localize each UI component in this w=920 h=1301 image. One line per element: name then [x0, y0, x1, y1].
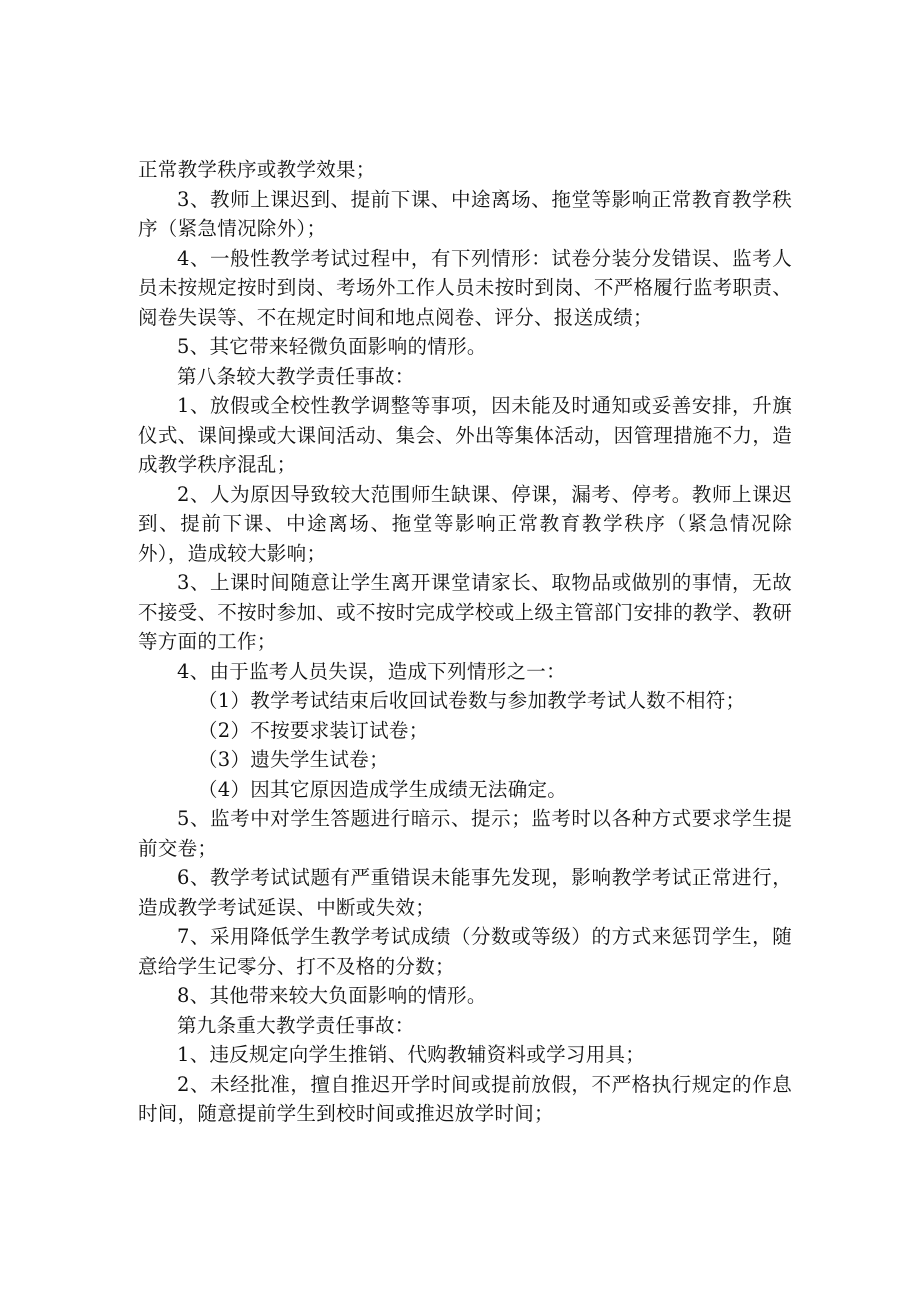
paragraph-item-5-minor-impact: 5、其它带来轻微负面影响的情形。 — [177, 335, 487, 358]
paragraph-art9-item-1: 1、违反规定向学生推销、代购教辅资料或学习用具； — [177, 1043, 646, 1066]
paragraph-art8-item-2: 2、人为原因导致较大范围师生缺课、停课，漏考、停考。教师上课迟到、提前下课、中途离场、拖堂等影响正常教育教学秩序（紧急情况除外），造成较大影响； — [138, 482, 792, 565]
paragraph-art8-item-7: 7、采用降低学生教学考试成绩（分数或等级）的方式来惩罚学生，随意给学生记零分、打不及格的分数； — [138, 925, 792, 978]
paragraph-art8-item-3: 3、上课时间随意让学生离开课堂请家长、取物品或做别的事情，无故不接受、不按时参加、或不按时完成学校或上级主管部门安排的教学、教研等方面的工作； — [138, 571, 792, 653]
sub-item-3: （3）遗失学生试卷； — [198, 748, 389, 771]
sub-item-2: （2）不按要求装订试卷； — [198, 718, 429, 742]
article-8-heading: 第八条较大教学责任事故： — [177, 364, 415, 388]
paragraph-art8-item-6: 6、教学考试试题有严重错误未能事先发现，影响教学考试正常进行，造成教学考试延误、中断或失效； — [138, 866, 792, 919]
document-body — [138, 155, 792, 1129]
article-9-heading: 第九条重大教学责任事故： — [177, 1013, 415, 1037]
sub-item-1: （1）教学考试结束后收回试卷数与参加教学考试人数不相符； — [198, 689, 746, 712]
sub-item-4: （4）因其它原因造成学生成绩无法确定。 — [198, 777, 568, 801]
paragraph-continuation: 正常教学秩序或教学效果； — [138, 158, 376, 181]
paragraph-item-3-teacher-lateness: 3、教师上课迟到、提前下课、中途离场、拖堂等影响正常教育教学秩序（紧急情况除外）； — [138, 187, 792, 240]
paragraph-art8-item-1: 1、放假或全校性教学调整等事项，因未能及时通知或妥善安排，升旗仪式、课间操或大课间活动、集会、外出等集体活动，因管理措施不力，造成教学秩序混乱； — [138, 394, 792, 476]
paragraph-art9-item-2: 2、未经批准，擅自推迟开学时间或提前放假，不严格执行规定的作息时间，随意提前学生到校时间或推迟放学时间； — [138, 1072, 792, 1125]
paragraph-art8-item-5: 5、监考中对学生答题进行暗示、提示；监考时以各种方式要求学生提前交卷； — [138, 807, 792, 860]
paragraph-art8-item-8: 8、其他带来较大负面影响的情形。 — [177, 984, 487, 1007]
paragraph-item-4-exam-process: 4、一般性教学考试过程中，有下列情形：试卷分装分发错误、监考人员未按规定按时到岗、考场外工作人员未按时到岗、不严格履行监考职责、阅卷失误等、不在规定时间和地点阅卷、评分、报送成绩； — [138, 246, 792, 329]
paragraph-art8-item-4: 4、由于监考人员失误，造成下列情形之一： — [177, 659, 566, 683]
